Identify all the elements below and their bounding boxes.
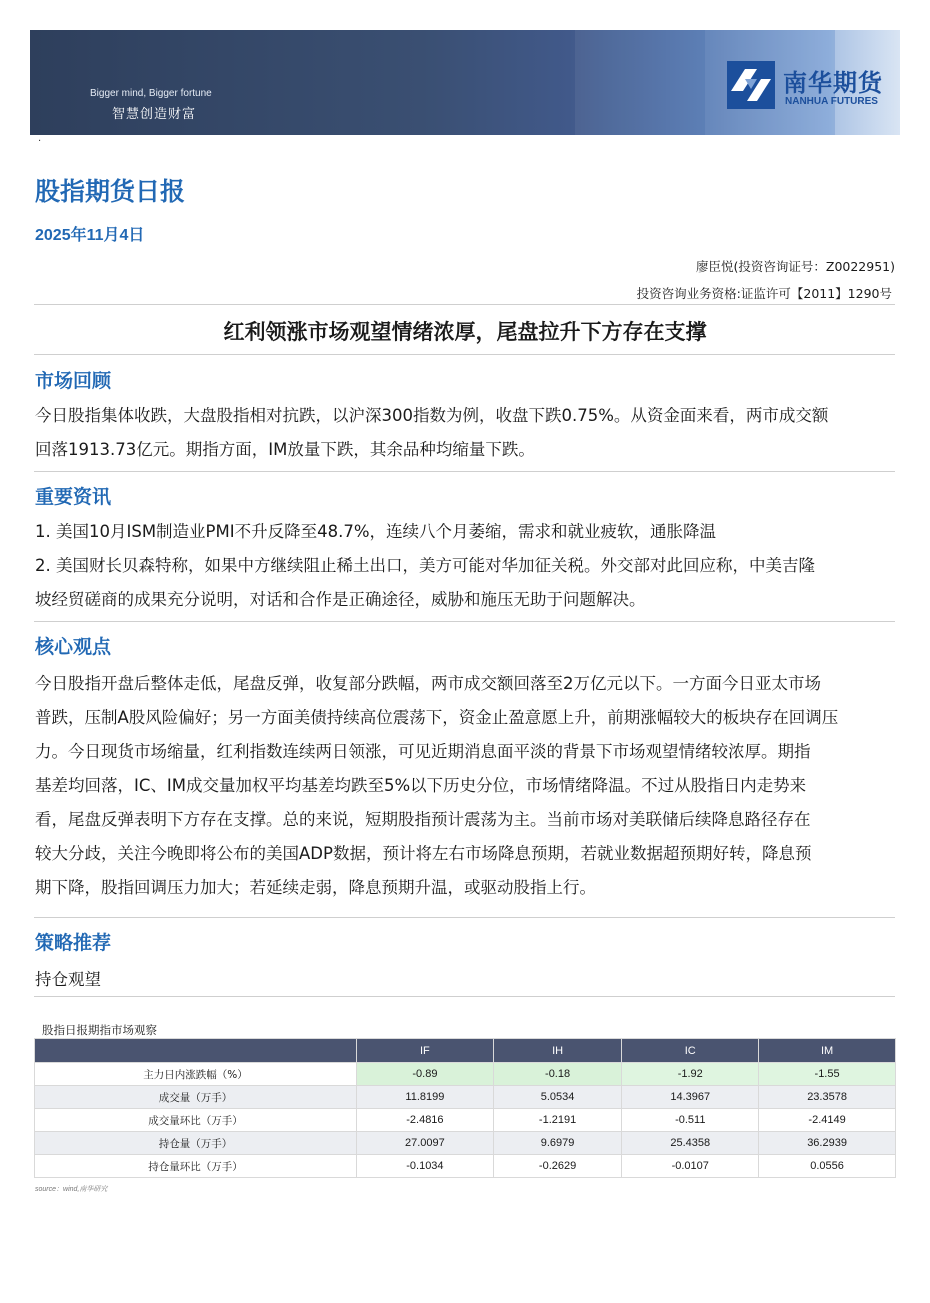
divider xyxy=(34,354,895,355)
table-header-row xyxy=(35,1039,896,1063)
slogan-english: Bigger mind, Bigger fortune xyxy=(90,88,212,99)
table-cell: 36.2939 xyxy=(759,1132,896,1155)
report-title: 股指期货日报 xyxy=(35,177,186,206)
table-cell: -0.18 xyxy=(493,1063,622,1086)
logo-name-english: NANHUA FUTURES xyxy=(785,96,878,107)
table-cell: 11.8199 xyxy=(357,1086,494,1109)
text-line: 较大分歧，关注今晚即将公布的美国ADP数据，预计将左右市场降息预期，若就业数据超预期好转，降息预 xyxy=(35,844,812,863)
text-line: 回落1913.73亿元。期指方面，IM放量下跌，其余品种均缩量下跌。 xyxy=(35,440,535,459)
view-paragraph xyxy=(35,667,895,905)
company-logo xyxy=(727,61,892,111)
table-row xyxy=(35,1109,896,1132)
section-heading-strategy: 策略推荐 xyxy=(35,932,112,954)
slogan-chinese: 智慧创造财富 xyxy=(112,107,197,122)
divider xyxy=(34,621,895,622)
column-header xyxy=(35,1039,357,1063)
table-cell: -2.4149 xyxy=(759,1109,896,1132)
divider xyxy=(34,917,895,918)
logo-name-chinese: 南华期货 xyxy=(783,69,883,97)
table-title: 股指日报期指市场观察 xyxy=(42,1023,157,1037)
header-banner xyxy=(30,30,900,135)
table-row xyxy=(35,1132,896,1155)
table-cell: -0.0107 xyxy=(622,1155,759,1178)
nanhua-logo-icon xyxy=(727,61,775,109)
author-credit: 廖臣悦(投资咨询证号：Z0022951) xyxy=(696,259,895,274)
table-row xyxy=(35,1155,896,1178)
text-line: 力。今日现货市场缩量，红利指数连续两日领涨，可见近期消息面平淡的背景下市场观望情绪较浓厚。期指 xyxy=(35,742,811,761)
table-row xyxy=(35,1086,896,1109)
table-cell: -2.4816 xyxy=(357,1109,494,1132)
banner-panel xyxy=(575,30,705,135)
column-header-ih: IH xyxy=(493,1039,622,1063)
row-label: 持仓量（万手） xyxy=(35,1132,357,1155)
table-cell: 23.3578 xyxy=(759,1086,896,1109)
table-cell: -0.1034 xyxy=(357,1155,494,1178)
news-item: 2. 美国财长贝森特称，如果中方继续阻止稀土出口，美方可能对华加征关税。外交部对此回应称，中美吉隆 xyxy=(35,556,815,575)
text-line: 今日股指集体收跌，大盘股指相对抗跌，以沪深300指数为例，收盘下跌0.75%。从资金面来看，两市成交额 xyxy=(35,406,829,425)
row-label: 持仓量环比（万手） xyxy=(35,1155,357,1178)
review-paragraph xyxy=(35,399,895,467)
license-info: 投资咨询业务资格:证监许可【2011】1290号 xyxy=(636,286,892,301)
table-row xyxy=(35,1063,896,1086)
headline: 红利领涨市场观望情绪浓厚，尾盘拉升下方存在支撑 xyxy=(223,320,707,344)
text-line: 坡经贸磋商的成果充分说明，对话和合作是正确途径，威胁和施压无助于问题解决。 xyxy=(35,590,646,609)
text-line: 基差均回落，IC、IM成交量加权平均基差均跌至5%以下历史分位，市场情绪降温。不过从股指日内走势来 xyxy=(35,776,807,795)
report-date: 2025年11月4日 xyxy=(35,227,145,244)
table-cell: 27.0097 xyxy=(357,1132,494,1155)
table-source-note: source：wind,南华研究 xyxy=(35,1186,108,1193)
strategy-text: 持仓观望 xyxy=(35,970,101,989)
table-cell: -1.2191 xyxy=(493,1109,622,1132)
text-line: 看，尾盘反弹表明下方存在支撑。总的来说，短期股指预计震荡为主。当前市场对美联储后续降息路径存在 xyxy=(35,810,811,829)
table-cell: 0.0556 xyxy=(759,1155,896,1178)
text-line: 期下降，股指回调压力加大；若延续走弱，降息预期升温，或驱动股指上行。 xyxy=(35,878,596,897)
section-heading-news: 重要资讯 xyxy=(35,486,112,508)
row-label: 主力日内涨跌幅（%） xyxy=(35,1063,357,1086)
table-cell: -1.92 xyxy=(622,1063,759,1086)
column-header-if: IF xyxy=(357,1039,494,1063)
marker-dot: · xyxy=(38,136,42,147)
section-heading-view: 核心观点 xyxy=(35,636,112,658)
divider xyxy=(34,304,895,305)
row-label: 成交量（万手） xyxy=(35,1086,357,1109)
news-paragraph xyxy=(35,515,895,617)
table-cell: 5.0534 xyxy=(493,1086,622,1109)
table-cell: -0.511 xyxy=(622,1109,759,1132)
market-observation-table xyxy=(34,1038,896,1178)
row-label: 成交量环比（万手） xyxy=(35,1109,357,1132)
table-cell: 14.3967 xyxy=(622,1086,759,1109)
table-cell: -0.89 xyxy=(357,1063,494,1086)
column-header-im: IM xyxy=(759,1039,896,1063)
table-cell: 9.6979 xyxy=(493,1132,622,1155)
table-cell: -0.2629 xyxy=(493,1155,622,1178)
news-item: 1. 美国10月ISM制造业PMI不升反降至48.7%，连续八个月萎缩，需求和就业疲软，通胀降温 xyxy=(35,522,717,541)
text-line: 今日股指开盘后整体走低，尾盘反弹，收复部分跌幅，两市成交额回落至2万亿元以下。一方面今日亚太市场 xyxy=(35,674,821,693)
text-line: 普跌，压制A股风险偏好；另一方面美债持续高位震荡下，资金止盈意愿上升，前期涨幅较大的板块存在回调压 xyxy=(35,708,839,727)
table-cell: 25.4358 xyxy=(622,1132,759,1155)
column-header-ic: IC xyxy=(622,1039,759,1063)
divider xyxy=(34,471,895,472)
divider xyxy=(34,996,895,997)
table-cell: -1.55 xyxy=(759,1063,896,1086)
section-heading-review: 市场回顾 xyxy=(35,370,112,392)
